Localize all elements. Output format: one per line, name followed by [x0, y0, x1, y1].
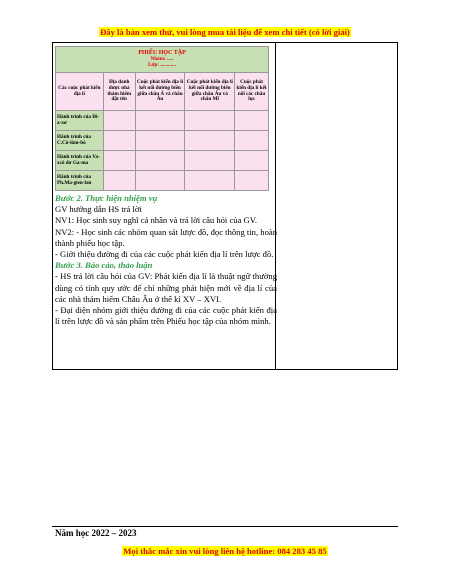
table-row: [56, 171, 269, 191]
footer-divider: [52, 526, 398, 527]
table-cell: [103, 111, 135, 131]
column-header: Cuộc phát kiến địa lí kết nối đường biển giữa châu Á và châu Âu: [135, 73, 185, 111]
paragraph: - HS trả lời câu hỏi của GV: Phát kiến địa lí là thuật ngữ thường dùng có tính quy ước để chỉ những phát hiện mới về địa lí của các nhà thám hiểm Châu Âu ở thế kỉ XV – XVI.: [55, 271, 277, 304]
table-cell: [135, 131, 185, 151]
paragraph: NV2: - Học sinh các nhóm quan sát lược đồ, đọc thông tin, hoàn thành phiếu học tập.: [55, 226, 277, 248]
table-row: [56, 131, 269, 151]
row-label: Hành trình của Ph.Ma-gien-lan: [56, 171, 104, 191]
table-cell: [235, 111, 269, 131]
worksheet-title: PHIẾU HỌC TẬP: [138, 50, 186, 57]
row-label: Hành trình của Đi-a-xơ: [56, 111, 104, 131]
row-label: Hành trình của C.Cô-lôm-bô: [56, 131, 104, 151]
table-cell: [135, 171, 185, 191]
column-header: Địa danh được nhà thám hiểm đặt tên: [103, 73, 135, 111]
row-label: Hành trình của Va-xcô đơ Ga-ma: [56, 151, 104, 171]
table-cell: [103, 131, 135, 151]
paragraph: GV hướng dẫn HS trả lời: [55, 204, 142, 215]
table-cell: [185, 171, 235, 191]
paragraph: - Giới thiệu đường đi của các cuộc phát kiến địa lí trên lược đồ.: [55, 249, 274, 260]
step3-title: Bước 3. Báo cáo, thảo luận: [55, 260, 153, 271]
table-row: [56, 111, 269, 131]
table-cell: [185, 131, 235, 151]
column-header: Cuộc phát kiến địa lí kết nối các châu lục: [235, 73, 269, 111]
table-cell: [135, 111, 185, 131]
paragraph: - Đại diện nhóm giới thiệu đường đi của các cuộc phát kiến địa lí trên lược đồ và sản phẩm trên Phiếu học tập của nhóm mình.: [55, 305, 277, 327]
table-cell: [135, 151, 185, 171]
paragraph: NV1: Học sinh suy nghĩ cá nhân và trả lời câu hỏi của GV.: [55, 215, 257, 226]
worksheet-header: [56, 47, 269, 73]
table-row: [56, 151, 269, 171]
lesson-text: [55, 193, 277, 327]
table-cell: [103, 171, 135, 191]
column-header: Cuộc phát kiến địa lí kết nối đường biển giữa châu Âu và châu Mĩ: [185, 73, 235, 111]
hotline-banner: Mọi thắc mắc xin vui lòng liên hệ hotline: 084 283 45 85: [123, 546, 327, 556]
column-header: Các cuộc phát kiến địa lí: [56, 73, 104, 111]
table-cell: [185, 151, 235, 171]
table-cell: [103, 151, 135, 171]
preview-banner: Đây là bản xem thử, vui lòng mua tài liệu để xem chi tiết (có lời giải): [100, 27, 350, 37]
worksheet-column-headers: [56, 73, 269, 111]
worksheet-group: Nhóm: .....: [150, 55, 174, 62]
worksheet-class: Lớp: ............: [148, 61, 176, 68]
table-cell: [235, 151, 269, 171]
worksheet-table: [55, 46, 269, 191]
step2-title: Bước 2. Thực hiện nhiệm vụ: [55, 193, 158, 203]
table-cell: [235, 131, 269, 151]
table-cell: [235, 171, 269, 191]
school-year: Năm học 2022 – 2023: [55, 528, 137, 538]
table-cell: [185, 111, 235, 131]
